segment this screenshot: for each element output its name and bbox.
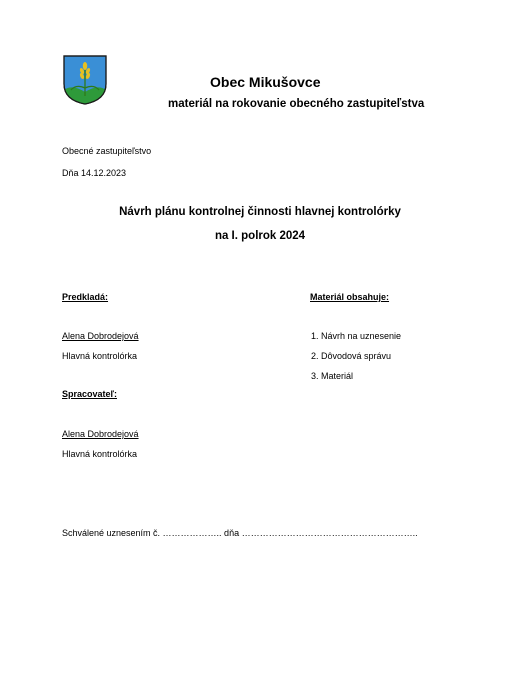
document-subtitle: materiál na rokovanie obecného zastupiteľstva <box>168 98 425 110</box>
contents-item: 2. Dôvodová správu <box>311 351 392 361</box>
submitter-name: Alena Dobrodejová <box>62 331 139 341</box>
coat-of-arms-icon <box>62 54 108 106</box>
document-title-line1: Návrh plánu kontrolnej činnosti hlavnej kontrolórky <box>119 206 401 218</box>
document-title-line2: na I. polrok 2024 <box>214 230 306 242</box>
submitter-role: Hlavná kontrolórka <box>62 351 138 361</box>
council-label: Obecné zastupiteľstvo <box>62 146 152 156</box>
preparer-name: Alena Dobrodejová <box>62 429 139 439</box>
approval-line: Schválené uznesením č. ……………….. dňa ………………………………………………….. <box>62 528 418 538</box>
municipality-name: Obec Mikušovce <box>210 74 321 90</box>
date-label: Dňa 14.12.2023 <box>62 168 127 178</box>
submitted-by-label: Predkladá: <box>62 292 109 302</box>
preparer-role: Hlavná kontrolórka <box>62 449 138 459</box>
contents-label: Materiál obsahuje: <box>310 292 390 302</box>
prepared-by-label: Spracovateľ: <box>62 389 117 399</box>
contents-item: 3. Materiál <box>311 371 354 381</box>
contents-item: 1. Návrh na uznesenie <box>311 331 402 341</box>
